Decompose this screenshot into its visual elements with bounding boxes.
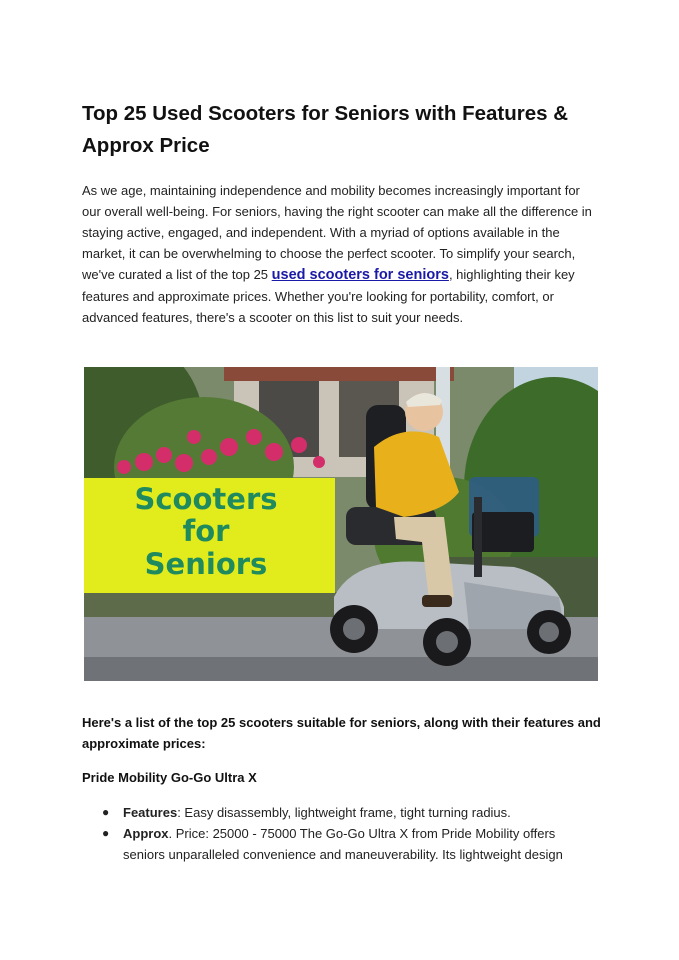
intro-text-after: , highlighting their key features and approximate prices. Whether you're looking for portability, comfort, or advanced features, there's a scooter on this list to suit your needs.: [82, 267, 575, 325]
bullet-icon: ●: [102, 805, 110, 819]
item-text: : Easy disassembly, lightweight frame, tight turning radius.: [177, 805, 511, 820]
list-item: [102, 802, 582, 823]
bullet-icon: ●: [102, 826, 110, 840]
list-intro: Here's a list of the top 25 scooters suitable for seniors, along with their features and approximate prices:: [82, 715, 601, 751]
sign-line-3: Seniors: [144, 547, 268, 581]
intro-text-before: As we age, maintaining independence and mobility becomes increasingly important for our overall well-being. For seniors, having the right scooter can make all the difference in staying active, engaged, and independent. With a myriad of options available in the market, it can be overwhelming to choose the perfect scooter. To simplify your search, we've curated a list of the top 25: [82, 183, 592, 282]
page-title: Top 25 Used Scooters for Seniors with Features & Approx Price: [82, 102, 569, 157]
product-heading: Pride Mobility Go-Go Ultra X: [82, 770, 257, 785]
hero-image: [84, 367, 598, 681]
sign-line-2: for: [182, 514, 230, 548]
list-item: [102, 823, 582, 865]
used-scooters-link[interactable]: used scooters for seniors: [271, 267, 449, 283]
item-label: Features: [123, 805, 178, 820]
item-label: Approx: [123, 826, 169, 841]
intro-paragraph: [82, 180, 597, 328]
sign-line-1: Scooters: [134, 482, 278, 516]
item-text: . Price: 25000 - 75000 The Go-Go Ultra X from Pride Mobility offers seniors unparalleled convenience and maneuverability. Its lightweight design: [123, 826, 563, 862]
feature-list: [102, 802, 582, 865]
